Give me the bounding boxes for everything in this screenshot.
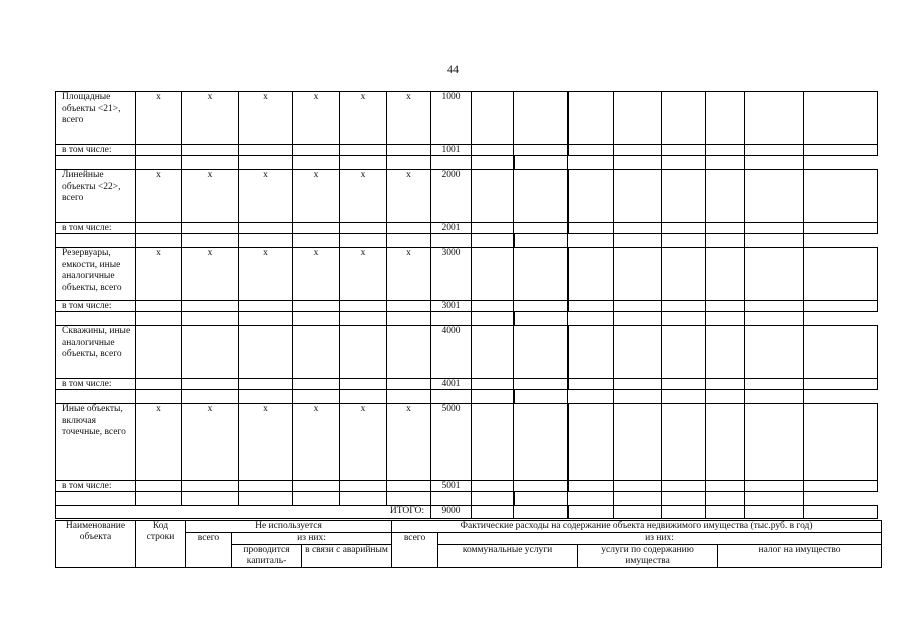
empty-cell: [340, 301, 387, 312]
costs-of-them-header: из них:: [438, 533, 882, 545]
empty-cell: [514, 234, 568, 248]
empty-cell: [614, 301, 662, 312]
empty-cell: [706, 506, 745, 519]
col-name-header: Наименование объекта: [56, 521, 136, 568]
empty-cell: [745, 404, 804, 481]
empty-cell: [293, 156, 340, 170]
sub-code-cell: 2001: [431, 223, 472, 234]
group-row: [56, 326, 878, 379]
sub-row: [56, 301, 878, 312]
x-mark-cell: [136, 326, 182, 379]
empty-cell: [745, 312, 804, 326]
sub-row: [56, 223, 878, 234]
empty-cell: [706, 404, 745, 481]
expenses-header-table: [55, 520, 882, 568]
empty-cell: [182, 156, 239, 170]
x-mark-cell: x: [239, 92, 293, 145]
x-mark-cell: x: [293, 92, 340, 145]
empty-cell: [662, 248, 706, 301]
x-mark-cell: x: [136, 170, 182, 223]
empty-cell: [239, 312, 293, 326]
empty-cell: [387, 234, 431, 248]
object-name-cell: Площадные объекты <21>, всего: [56, 92, 136, 145]
x-mark-cell: x: [182, 404, 239, 481]
empty-cell: [472, 390, 514, 404]
empty-cell: [56, 156, 136, 170]
x-mark-cell: x: [387, 92, 431, 145]
sub-label-cell: в том числе:: [56, 379, 136, 390]
empty-cell: [745, 492, 804, 506]
objects-table: [55, 91, 878, 519]
empty-cell: [239, 223, 293, 234]
empty-cell: [568, 390, 614, 404]
empty-cell: [136, 379, 182, 390]
blank-row: [56, 312, 878, 326]
empty-cell: [340, 492, 387, 506]
empty-cell: [514, 326, 568, 379]
x-mark-cell: x: [293, 170, 340, 223]
empty-cell: [706, 301, 745, 312]
empty-cell: [136, 145, 182, 156]
empty-cell: [293, 223, 340, 234]
empty-cell: [568, 170, 614, 223]
sub-label-cell: в том числе:: [56, 481, 136, 492]
empty-cell: [745, 379, 804, 390]
sub-label-cell: в том числе:: [56, 223, 136, 234]
x-mark-cell: x: [340, 170, 387, 223]
empty-cell: [239, 481, 293, 492]
row-code-cell: 2000: [431, 170, 472, 223]
empty-cell: [662, 506, 706, 519]
empty-cell: [472, 492, 514, 506]
empty-cell: [514, 92, 568, 145]
empty-cell: [472, 92, 514, 145]
x-mark-cell: x: [182, 248, 239, 301]
empty-cell: [293, 145, 340, 156]
empty-cell: [706, 223, 745, 234]
x-mark-cell: x: [136, 92, 182, 145]
blank-row: [56, 492, 878, 506]
empty-cell: [662, 379, 706, 390]
x-mark-cell: x: [387, 248, 431, 301]
sub-label-cell: в том числе:: [56, 301, 136, 312]
empty-cell: [662, 234, 706, 248]
page-number: 44: [447, 62, 459, 76]
empty-cell: [662, 156, 706, 170]
empty-cell: [745, 506, 804, 519]
empty-cell: [472, 312, 514, 326]
empty-cell: [568, 506, 614, 519]
empty-cell: [293, 312, 340, 326]
empty-cell: [706, 326, 745, 379]
utilities-header: коммунальные услуги: [438, 545, 578, 568]
empty-cell: [340, 145, 387, 156]
empty-cell: [472, 170, 514, 223]
group-row: [56, 170, 878, 223]
empty-cell: [662, 92, 706, 145]
empty-cell: [136, 223, 182, 234]
empty-cell: [514, 248, 568, 301]
total-code-cell: 9000: [431, 506, 472, 519]
empty-cell: [293, 481, 340, 492]
object-name-cell: Резервуары, емкости, иные аналогичные объекты, всего: [56, 248, 136, 301]
empty-cell: [340, 234, 387, 248]
empty-cell: [804, 481, 878, 492]
empty-cell: [745, 223, 804, 234]
empty-cell: [706, 234, 745, 248]
empty-cell: [293, 379, 340, 390]
empty-cell: [568, 223, 614, 234]
capital-repair-header: проводится капиталь-: [232, 545, 302, 568]
x-mark-cell: [293, 326, 340, 379]
empty-cell: [804, 506, 878, 519]
empty-cell: [804, 301, 878, 312]
empty-cell: [662, 145, 706, 156]
empty-cell: [56, 492, 136, 506]
empty-cell: [614, 145, 662, 156]
empty-cell: [804, 145, 878, 156]
empty-cell: [472, 481, 514, 492]
empty-cell: [472, 326, 514, 379]
empty-cell: [614, 481, 662, 492]
empty-cell: [340, 223, 387, 234]
row-code-cell: 4000: [431, 326, 472, 379]
row-code-cell: 3000: [431, 248, 472, 301]
empty-cell: [745, 170, 804, 223]
empty-cell: [136, 481, 182, 492]
empty-cell: [136, 301, 182, 312]
empty-cell: [614, 404, 662, 481]
empty-cell: [182, 145, 239, 156]
empty-cell: [706, 156, 745, 170]
empty-cell: [182, 223, 239, 234]
group-row: [56, 92, 878, 145]
empty-cell: [662, 404, 706, 481]
empty-cell: [514, 481, 568, 492]
empty-cell: [804, 248, 878, 301]
empty-cell: [239, 379, 293, 390]
property-tax-header: налог на имущество: [718, 545, 882, 568]
empty-cell: [293, 492, 340, 506]
empty-cell: [568, 234, 614, 248]
empty-cell: [568, 145, 614, 156]
empty-cell: [804, 379, 878, 390]
empty-cell: [568, 92, 614, 145]
empty-cell: [745, 481, 804, 492]
group-row: [56, 404, 878, 481]
empty-cell: [614, 92, 662, 145]
empty-cell: [472, 379, 514, 390]
empty-cell: [706, 492, 745, 506]
empty-cell: [472, 234, 514, 248]
empty-cell: [136, 234, 182, 248]
sub-row: [56, 145, 878, 156]
empty-cell: [745, 92, 804, 145]
empty-cell: [614, 506, 662, 519]
x-mark-cell: [387, 326, 431, 379]
empty-cell: [182, 234, 239, 248]
empty-cell: [387, 301, 431, 312]
empty-cell: [514, 156, 568, 170]
empty-cell: [472, 506, 514, 519]
x-mark-cell: [182, 326, 239, 379]
empty-cell: [182, 379, 239, 390]
blank-row: [56, 390, 878, 404]
empty-cell: [568, 248, 614, 301]
empty-cell: [387, 481, 431, 492]
empty-cell: [514, 379, 568, 390]
empty-cell: [614, 156, 662, 170]
sub-code-cell: 4001: [431, 379, 472, 390]
empty-cell: [136, 492, 182, 506]
empty-cell: [745, 234, 804, 248]
x-mark-cell: x: [340, 92, 387, 145]
empty-cell: [514, 170, 568, 223]
empty-cell: [182, 301, 239, 312]
empty-cell: [706, 170, 745, 223]
empty-cell: [56, 312, 136, 326]
empty-cell: [745, 156, 804, 170]
empty-cell: [745, 301, 804, 312]
empty-cell: [472, 301, 514, 312]
empty-cell: [745, 326, 804, 379]
empty-cell: [472, 223, 514, 234]
empty-cell: [706, 379, 745, 390]
empty-cell: [182, 390, 239, 404]
empty-cell: [431, 234, 472, 248]
empty-cell: [804, 170, 878, 223]
empty-cell: [614, 248, 662, 301]
empty-cell: [293, 234, 340, 248]
empty-cell: [662, 301, 706, 312]
x-mark-cell: x: [239, 170, 293, 223]
empty-cell: [706, 248, 745, 301]
empty-cell: [387, 492, 431, 506]
row-code-cell: 1000: [431, 92, 472, 145]
empty-cell: [387, 223, 431, 234]
costs-total-header: всего: [392, 533, 438, 568]
total-label-cell: ИТОГО:: [56, 506, 431, 519]
empty-cell: [514, 506, 568, 519]
emergency-header: в связи с аварийным: [302, 545, 392, 568]
x-mark-cell: x: [340, 404, 387, 481]
empty-cell: [745, 145, 804, 156]
x-mark-cell: [239, 326, 293, 379]
empty-cell: [387, 390, 431, 404]
empty-cell: [568, 156, 614, 170]
empty-cell: [514, 492, 568, 506]
empty-cell: [472, 145, 514, 156]
object-name-cell: Иные объекты, включая точечные, всего: [56, 404, 136, 481]
empty-cell: [340, 156, 387, 170]
not-used-total-header: всего: [186, 533, 232, 568]
empty-cell: [568, 326, 614, 379]
x-mark-cell: x: [239, 248, 293, 301]
empty-cell: [745, 390, 804, 404]
sub-code-cell: 5001: [431, 481, 472, 492]
empty-cell: [514, 312, 568, 326]
empty-cell: [56, 234, 136, 248]
empty-cell: [568, 481, 614, 492]
empty-cell: [239, 492, 293, 506]
empty-cell: [662, 170, 706, 223]
object-name-cell: Скважины, иные аналогичные объекты, всего: [56, 326, 136, 379]
empty-cell: [431, 312, 472, 326]
not-used-of-them-header: из них:: [232, 533, 392, 545]
x-mark-cell: x: [293, 404, 340, 481]
empty-cell: [182, 492, 239, 506]
empty-cell: [136, 156, 182, 170]
empty-cell: [182, 312, 239, 326]
empty-cell: [472, 156, 514, 170]
empty-cell: [745, 248, 804, 301]
empty-cell: [614, 390, 662, 404]
empty-cell: [340, 312, 387, 326]
empty-cell: [136, 390, 182, 404]
empty-cell: [662, 492, 706, 506]
empty-cell: [706, 390, 745, 404]
empty-cell: [472, 248, 514, 301]
col-code-header: Код строки: [136, 521, 186, 568]
empty-cell: [662, 223, 706, 234]
empty-cell: [239, 390, 293, 404]
empty-cell: [293, 301, 340, 312]
empty-cell: [568, 301, 614, 312]
empty-cell: [804, 92, 878, 145]
empty-cell: [431, 156, 472, 170]
empty-cell: [614, 492, 662, 506]
x-mark-cell: x: [239, 404, 293, 481]
empty-cell: [804, 326, 878, 379]
empty-cell: [614, 312, 662, 326]
sub-code-cell: 1001: [431, 145, 472, 156]
x-mark-cell: x: [136, 404, 182, 481]
sub-row: [56, 481, 878, 492]
empty-cell: [472, 404, 514, 481]
empty-cell: [662, 326, 706, 379]
empty-cell: [293, 390, 340, 404]
empty-cell: [514, 301, 568, 312]
group-row: [56, 248, 878, 301]
x-mark-cell: x: [182, 92, 239, 145]
row-code-cell: 5000: [431, 404, 472, 481]
empty-cell: [804, 404, 878, 481]
x-mark-cell: x: [293, 248, 340, 301]
x-mark-cell: x: [340, 248, 387, 301]
total-row: [56, 506, 878, 519]
empty-cell: [514, 145, 568, 156]
empty-cell: [568, 404, 614, 481]
empty-cell: [514, 404, 568, 481]
empty-cell: [706, 92, 745, 145]
empty-cell: [239, 156, 293, 170]
empty-cell: [568, 379, 614, 390]
empty-cell: [340, 379, 387, 390]
empty-cell: [56, 390, 136, 404]
empty-cell: [239, 145, 293, 156]
x-mark-cell: x: [182, 170, 239, 223]
empty-cell: [706, 312, 745, 326]
empty-cell: [614, 170, 662, 223]
empty-cell: [614, 379, 662, 390]
empty-cell: [340, 481, 387, 492]
empty-cell: [614, 223, 662, 234]
x-mark-cell: x: [387, 170, 431, 223]
empty-cell: [804, 223, 878, 234]
sub-row: [56, 379, 878, 390]
empty-cell: [706, 481, 745, 492]
x-mark-cell: x: [136, 248, 182, 301]
empty-cell: [662, 481, 706, 492]
x-mark-cell: x: [387, 404, 431, 481]
empty-cell: [568, 312, 614, 326]
blank-row: [56, 234, 878, 248]
empty-cell: [387, 312, 431, 326]
empty-cell: [239, 301, 293, 312]
empty-cell: [239, 234, 293, 248]
object-name-cell: Линейные объекты <22>, всего: [56, 170, 136, 223]
maintenance-header: услуги по содержанию имущества: [578, 545, 718, 568]
empty-cell: [182, 481, 239, 492]
empty-cell: [614, 326, 662, 379]
empty-cell: [387, 379, 431, 390]
empty-cell: [514, 390, 568, 404]
empty-cell: [706, 145, 745, 156]
empty-cell: [431, 390, 472, 404]
empty-cell: [340, 390, 387, 404]
empty-cell: [568, 492, 614, 506]
blank-row: [56, 156, 878, 170]
actual-costs-header: Фактические расходы на содержание объекта недвижимого имущества (тыс.руб. в год): [392, 521, 882, 533]
empty-cell: [387, 145, 431, 156]
empty-cell: [614, 234, 662, 248]
empty-cell: [136, 312, 182, 326]
empty-cell: [662, 390, 706, 404]
empty-cell: [514, 223, 568, 234]
x-mark-cell: [340, 326, 387, 379]
not-used-header: Не используется: [186, 521, 392, 533]
sub-code-cell: 3001: [431, 301, 472, 312]
empty-cell: [431, 492, 472, 506]
sub-label-cell: в том числе:: [56, 145, 136, 156]
empty-cell: [387, 156, 431, 170]
empty-cell: [662, 312, 706, 326]
